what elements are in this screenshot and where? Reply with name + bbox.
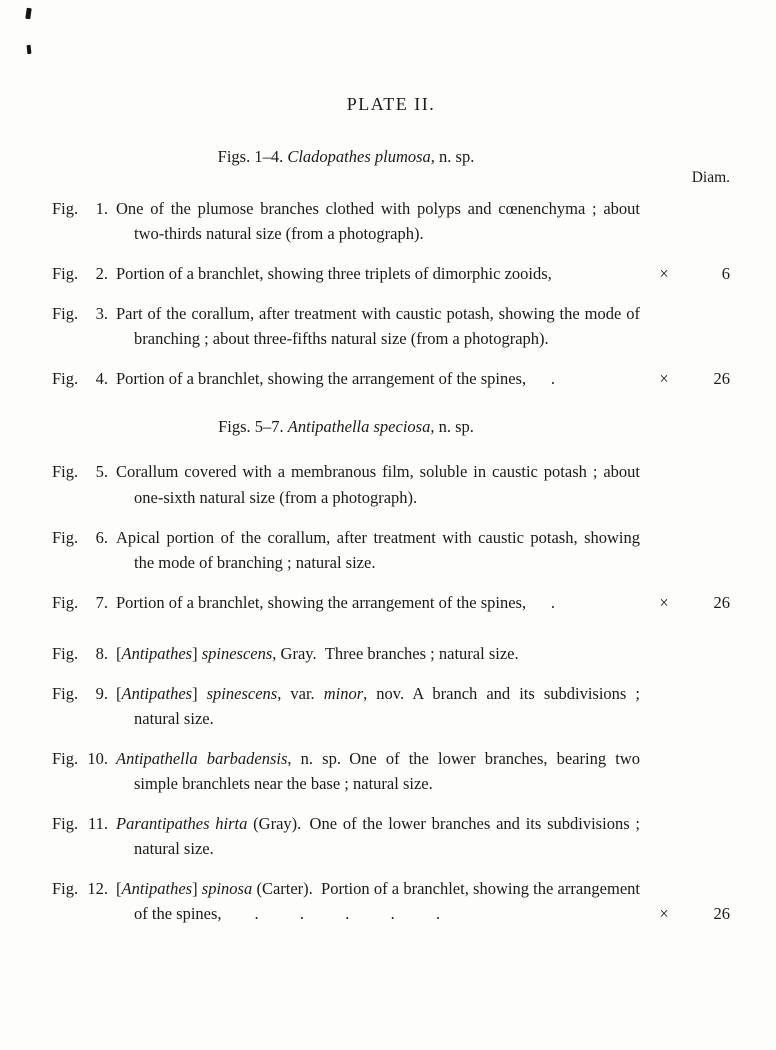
diam-column-header: Diam. [691, 169, 730, 186]
caption-text: , n. sp. [430, 417, 474, 437]
figure-caption [116, 366, 640, 391]
figure-label: Fig. [52, 683, 79, 703]
taxon-name: spinescens [201, 643, 273, 663]
gutter [108, 876, 116, 926]
figure-caption [116, 641, 640, 666]
figure-row [52, 525, 730, 575]
figure-row [52, 196, 730, 246]
figure-caption [116, 261, 640, 286]
gutter [108, 459, 116, 509]
section-heading [52, 147, 640, 167]
caption-text: , Gray. Three branches ; natural size. [272, 643, 519, 663]
figure-row [52, 746, 730, 796]
figure-label: Fig. [52, 527, 79, 547]
caption-text: [ [116, 683, 122, 703]
diam-value: 26 [713, 592, 730, 612]
figure-row [52, 590, 730, 615]
gutter [108, 301, 116, 351]
figure-row [52, 366, 730, 391]
caption-text: . [526, 369, 555, 389]
figure-label: Fig. [52, 592, 79, 612]
caption-text: Figs. 5–7. [218, 417, 288, 437]
figure-label: Fig. [52, 462, 79, 482]
figure-number: 7. [95, 592, 108, 612]
figure-caption [116, 590, 640, 615]
figure-row [52, 681, 730, 731]
caption-text: Part of the corallum, after treatment with caustic potash, showing the mode of branching ; about three-fifths natural size (from a photograph). [116, 304, 640, 349]
taxon-name: spinescens [206, 683, 278, 703]
caption-text: . [526, 592, 555, 612]
figure-number: 6. [95, 527, 108, 547]
figure-label: Fig. [52, 369, 79, 389]
taxon-name: Antipathes [121, 683, 193, 703]
caption-text: One of the plumose branches clothed with polyps and cœnenchyma ; about two-thirds natural size (from a photograph). [116, 199, 640, 244]
figure-number: 1. [95, 199, 108, 218]
gutter [108, 811, 116, 861]
figure-caption [116, 811, 640, 861]
caption-text: , n. sp. One of the lower branches, bearing two simple branchlets near the base ; natural size. [134, 749, 640, 794]
caption-text: ] [192, 643, 202, 663]
plate-body [52, 147, 730, 927]
caption-text: [ [116, 879, 122, 899]
figure-number: 11. [87, 814, 108, 834]
caption-text: . . . . . [221, 904, 441, 924]
caption-text: Corallum covered with a membranous film, soluble in caustic potash ; about one-sixth natural size (from a photograph). [116, 462, 640, 507]
caption-text: [ [116, 643, 122, 663]
taxon-name: spinosa [201, 879, 253, 899]
caption-text: (Gray). One of the lower branches and its subdivisions ; natural size. [134, 814, 640, 859]
multiplication-sign: × [659, 369, 669, 389]
caption-text: Figs. 1–4. [217, 147, 288, 166]
page-title: PLATE II. [346, 94, 436, 114]
figure-label: Fig. [52, 643, 79, 663]
gutter [108, 746, 116, 796]
figure-caption [116, 876, 640, 926]
multiplication-sign: × [659, 592, 669, 612]
multiplication-sign: × [659, 904, 669, 924]
caption-text: Portion of a branchlet, showing the arrangement of the spines, [116, 369, 527, 389]
figure-row [52, 811, 730, 861]
figure-number: 10. [87, 749, 108, 769]
plate-content [52, 94, 730, 942]
figure-caption [116, 746, 640, 796]
gutter [108, 590, 116, 615]
gutter [108, 525, 116, 575]
taxon-name: Parantipathes hirta [116, 814, 248, 834]
figure-number: 5. [95, 462, 108, 482]
scan-artifact [27, 45, 32, 54]
caption-text: , var. [277, 683, 324, 703]
figure-row [52, 261, 730, 286]
taxon-name: minor [323, 683, 364, 703]
figure-label: Fig. [52, 749, 79, 769]
taxon-name: Cladopathes plumosa [287, 147, 431, 166]
figure-caption [116, 301, 640, 351]
figure-number: 9. [95, 683, 108, 703]
gutter [108, 261, 116, 286]
figure-row [52, 301, 730, 351]
gutter [108, 196, 116, 246]
scan-artifact [25, 8, 31, 20]
figure-caption [116, 459, 640, 509]
figure-label: Fig. [52, 264, 79, 284]
diam-value: 26 [713, 369, 730, 389]
gutter [108, 681, 116, 731]
figure-label: Fig. [52, 304, 79, 324]
figure-caption [116, 196, 640, 246]
caption-text: ] [192, 683, 207, 703]
caption-text: (Carter). Portion of a branchlet, showing the arrangement of the spines, [134, 879, 640, 924]
taxon-name: Antipathella barbadensis [116, 749, 288, 769]
caption-text: , n. sp. [430, 147, 475, 166]
taxon-name: Antipathes [121, 643, 193, 663]
figure-row [52, 876, 730, 926]
diam-value: 6 [721, 264, 730, 284]
multiplication-sign: × [659, 264, 669, 284]
figure-label: Fig. [52, 814, 79, 834]
figure-caption [116, 681, 640, 731]
figure-label: Fig. [52, 879, 79, 899]
caption-text: Apical portion of the corallum, after treatment with caustic potash, showing the mode of branching ; natural size. [116, 527, 640, 572]
figure-number: 12. [87, 879, 108, 899]
section-heading [52, 417, 640, 437]
taxon-name: Antipathella speciosa [287, 417, 431, 437]
caption-text: ] [192, 879, 202, 899]
figure-number: 2. [95, 264, 108, 284]
figure-row [52, 641, 730, 666]
caption-text: Portion of a branchlet, showing three triplets of dimorphic zooids, [116, 264, 552, 284]
caption-text: Portion of a branchlet, showing the arrangement of the spines, [116, 592, 527, 612]
figure-number: 8. [95, 643, 108, 663]
diam-value: 26 [713, 904, 730, 924]
caption-text: , nov. A branch and its subdivisions ; natural size. [134, 683, 640, 729]
figure-row [52, 459, 730, 509]
figure-label: Fig. [52, 199, 79, 218]
gutter [108, 366, 116, 391]
taxon-name: Antipathes [121, 879, 193, 899]
figure-number: 4. [95, 369, 108, 389]
gutter [108, 641, 116, 666]
figure-caption [116, 525, 640, 575]
figure-number: 3. [95, 304, 108, 324]
